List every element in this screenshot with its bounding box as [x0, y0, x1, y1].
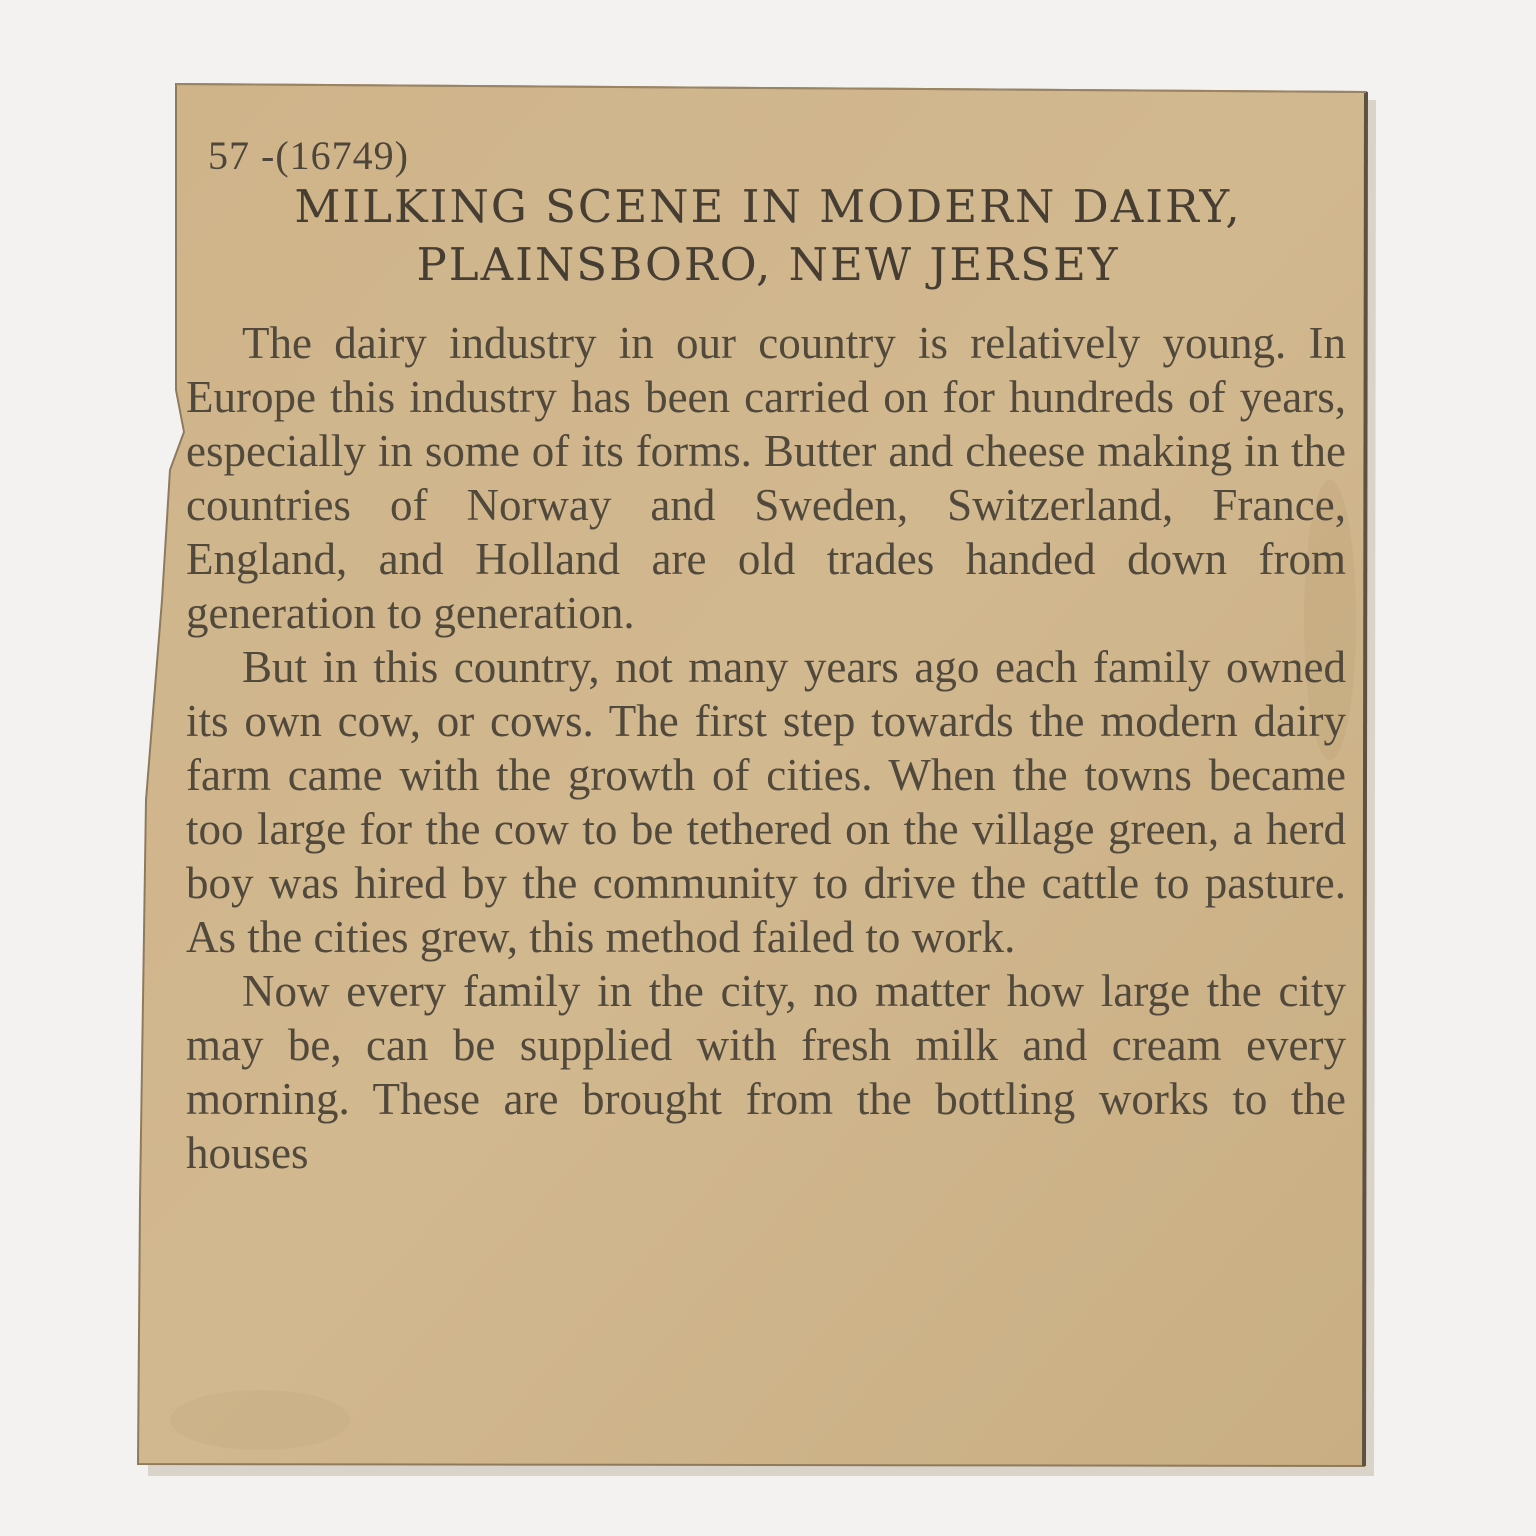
paragraph-1: The dairy industry in our country is relatively young. In Europe this industry has been carried on for hundreds of years, especially in some of its forms. Butter and cheese making in the countries of Norway and Sweden, Switzerland, France, England, and Holland are old trades handed down from generation to generation. [186, 318, 1346, 638]
clipping-content [186, 133, 1350, 1180]
paragraph-2: But in this country, not many years ago each family owned its own cow, or cows. The first step towards the modern dairy farm came with the growth of cities. When the towns became too large for the cow to be tethered on the village green, a herd boy was hired by the community to drive the cattle to pasture. As the cities grew, this method failed to work. [186, 642, 1346, 962]
paragraph-3: Now every family in the city, no matter how large the city may be, can be supplied with fresh milk and cream every morning. These are brought from the bottling works to the houses [186, 966, 1346, 1178]
article-body [186, 316, 1350, 1180]
article-title [186, 178, 1350, 294]
title-line-1: MILKING SCENE IN MODERN DAIRY, [294, 180, 1242, 233]
title-line-2: PLAINSBORO, NEW JERSEY [416, 238, 1120, 291]
catalog-number: 57 -(16749) [208, 133, 409, 178]
